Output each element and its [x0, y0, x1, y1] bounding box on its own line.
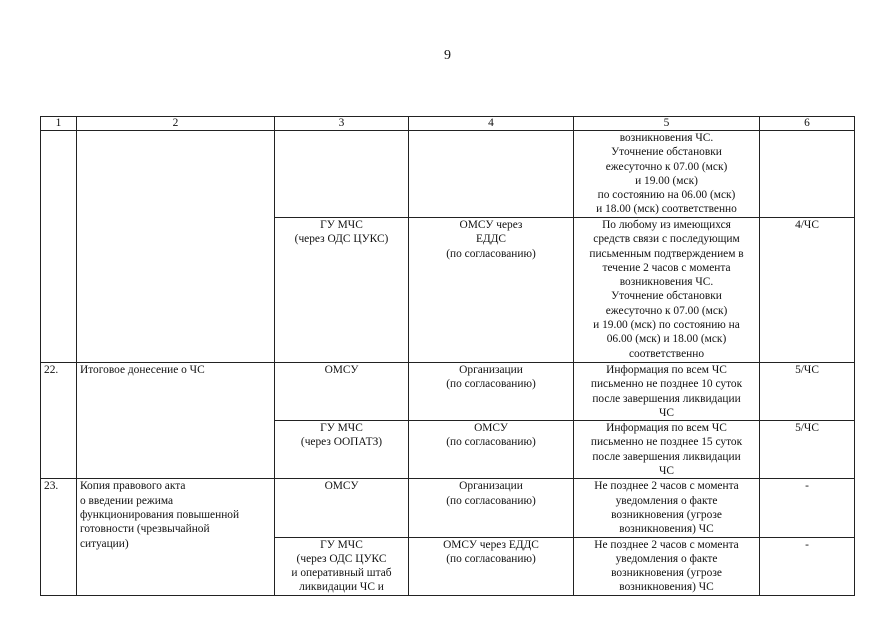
row-23a-from: ОМСУ — [324, 480, 359, 493]
table-row — [41, 363, 855, 421]
row-23b-to-cell — [409, 537, 574, 595]
row-22a-from-cell — [275, 363, 409, 421]
row-21b-to: ОМСУ через ЕДДС (по согласованию) — [446, 219, 536, 260]
row-22b-terms: Информация по всем ЧС письменно не позднее 15 суток после завершения ликвидации ЧС — [590, 422, 743, 478]
row-23a-form-cell — [760, 479, 855, 537]
header-col-4: 4 — [409, 117, 574, 131]
row-23-number: 23. — [44, 480, 59, 493]
row-22a-to-cell — [409, 363, 574, 421]
row-23b-form: - — [805, 538, 809, 551]
row-23a-to-cell — [409, 479, 574, 537]
row-22b-to-cell — [409, 421, 574, 479]
row-23b-form-cell — [760, 537, 855, 595]
row-22a-terms-cell — [574, 363, 760, 421]
row-22-name: Итоговое донесение о ЧС — [80, 364, 205, 376]
row-21b-from-cell — [275, 218, 409, 363]
row-22-number-cell — [41, 363, 77, 479]
row-23a-to: Организации (по согласованию) — [446, 480, 536, 507]
row-22-name-cell — [77, 363, 275, 479]
row-23b-terms-cell — [574, 537, 760, 595]
row-23-name-cell — [77, 479, 275, 595]
row-23b-to: ОМСУ через ЕДДС (по согласованию) — [443, 538, 539, 565]
row-21b-form: 4/ЧС — [795, 219, 819, 231]
row-23a-terms: Не позднее 2 часов с момента уведомления о факте возникновения (угрозе возникновения) ЧС — [594, 480, 739, 536]
row-21a-form-cell — [760, 131, 855, 218]
row-23-name: Копия правового акта о введении режима функционирования повышенной готовности (чрезвычайной ситуации) — [80, 480, 240, 550]
row-22a-from: ОМСУ — [324, 364, 359, 376]
row-21a-from-cell — [275, 131, 409, 218]
row-22b-form-cell — [760, 421, 855, 479]
row-23b-from-cell — [275, 537, 409, 595]
reporting-table — [40, 116, 855, 596]
row-23-number-cell — [41, 479, 77, 595]
row-22b-terms-cell — [574, 421, 760, 479]
header-col-1: 1 — [41, 117, 77, 131]
row-22b-form: 5/ЧС — [795, 422, 819, 435]
row-22-number: 22. — [44, 364, 59, 376]
header-col-5: 5 — [574, 117, 760, 131]
row-22a-terms: Информация по всем ЧС письменно не позднее 10 суток после завершения ликвидации ЧС — [590, 364, 743, 419]
row-21b-terms: По любому из имеющихся средств связи с последующим письменным подтверждением в течение 2 часов с момента возникновения ЧС. Уточнение обстановки ежесуточно к 07.00 (мск) и 19.00 (мск) по состоянию на 06.00 (мск) и 18.00 (мск) соответственно — [589, 219, 744, 360]
header-col-6: 6 — [760, 117, 855, 131]
table-row — [41, 131, 855, 218]
header-col-2: 2 — [77, 117, 275, 131]
row-22a-form-cell — [760, 363, 855, 421]
row-21b-from: ГУ МЧС (через ОДС ЦУКС) — [294, 219, 389, 246]
row-21b-to-cell — [409, 218, 574, 363]
row-21-name-cell — [77, 131, 275, 363]
row-21a-terms: возникновения ЧС. Уточнение обстановки ежесуточно к 07.00 (мск) и 19.00 (мск) по состоянию на 06.00 (мск) и 18.00 (мск) соответственно — [596, 132, 737, 216]
row-21-number-cell — [41, 131, 77, 363]
row-23b-from: ГУ МЧС (через ОДС ЦУКС и оперативный штаб ликвидации ЧС и — [291, 538, 392, 594]
row-23a-terms-cell — [574, 479, 760, 537]
row-22b-to: ОМСУ (по согласованию) — [446, 422, 536, 449]
row-22a-form: 5/ЧС — [795, 364, 819, 376]
header-col-3: 3 — [275, 117, 409, 131]
row-22a-to: Организации (по согласованию) — [446, 364, 536, 391]
row-21a-terms-cell — [574, 131, 760, 218]
row-23a-form: - — [805, 480, 809, 493]
page-number: 9 — [444, 48, 451, 63]
row-23a-from-cell — [275, 479, 409, 537]
row-22b-from-cell — [275, 421, 409, 479]
table-header-row — [41, 117, 855, 131]
row-22b-from: ГУ МЧС (через ООПАТЗ) — [300, 422, 383, 449]
row-21a-to-cell — [409, 131, 574, 218]
row-23b-terms: Не позднее 2 часов с момента уведомления о факте возникновения (угрозе возникновения) ЧС — [594, 538, 739, 594]
row-21b-form-cell — [760, 218, 855, 363]
table-row — [41, 479, 855, 537]
row-21b-terms-cell — [574, 218, 760, 363]
